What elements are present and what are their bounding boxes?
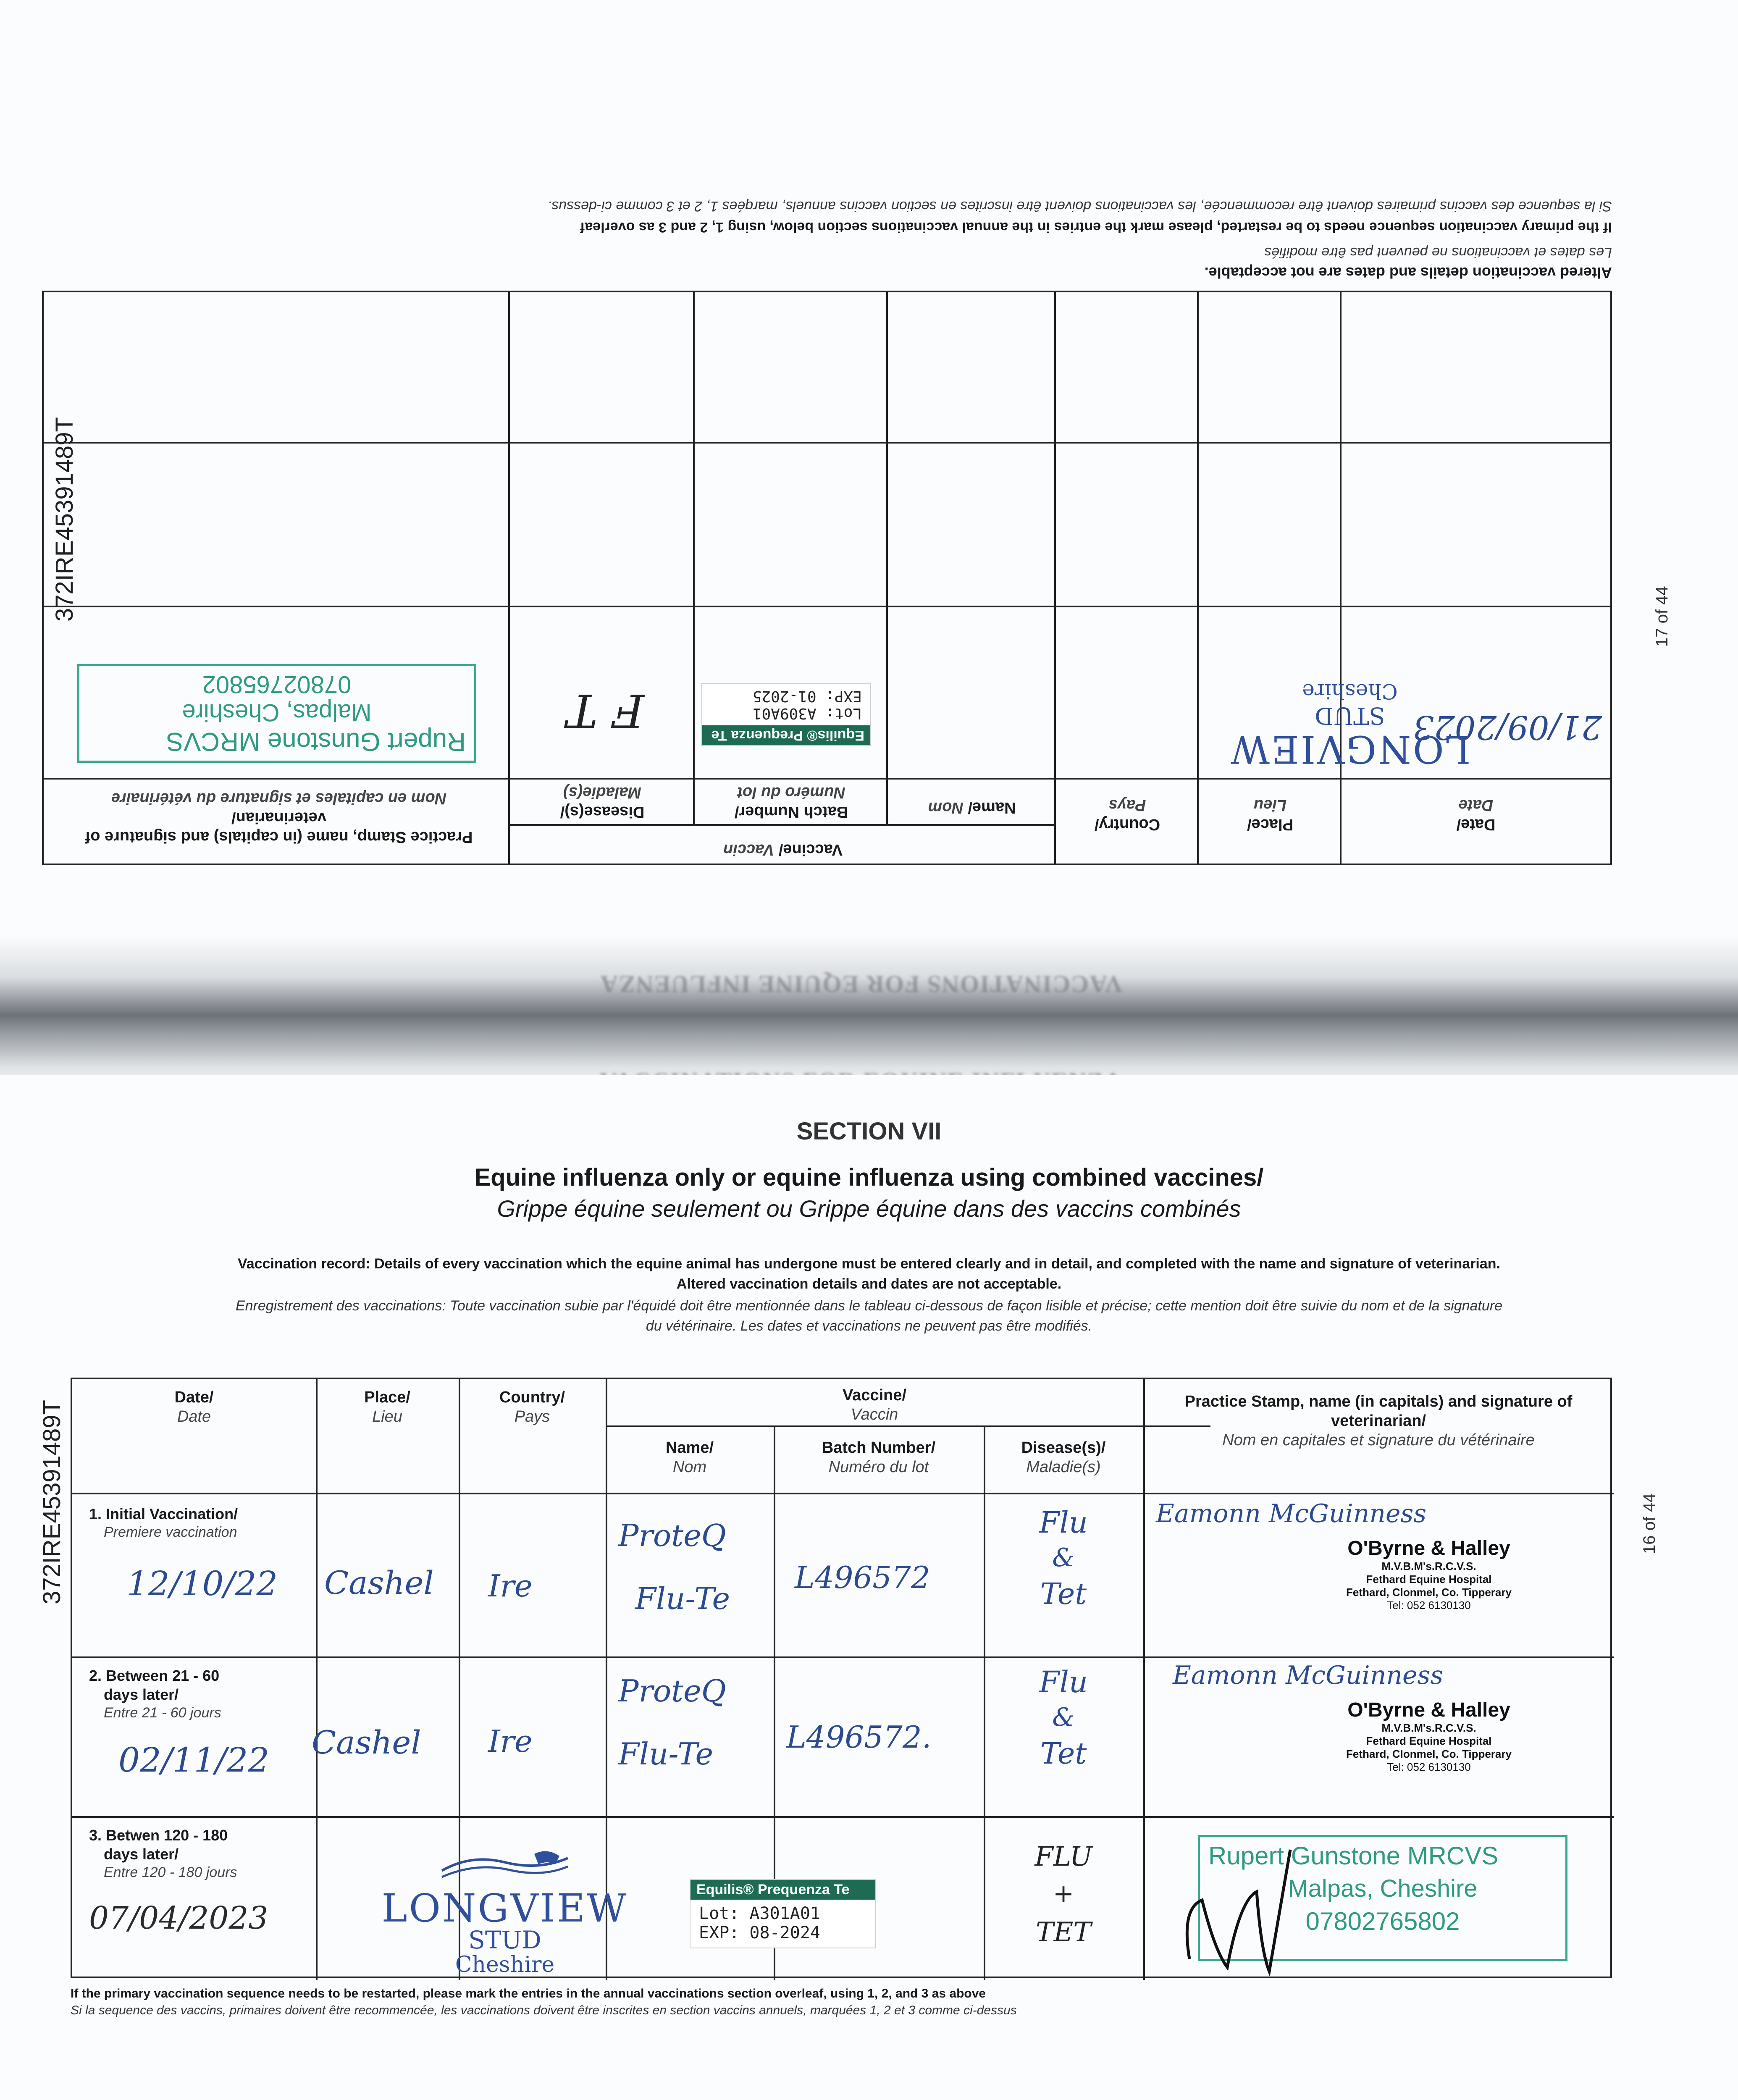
top-stud-loc: Cheshire xyxy=(1302,679,1398,704)
header-stamp-en-2: veterinarian/ xyxy=(1331,1412,1426,1430)
section-heading: SECTION VII xyxy=(796,1118,942,1145)
row2-date: 02/11/22 xyxy=(118,1740,270,1780)
bottom-page-number: 16 of 44 xyxy=(1640,1493,1659,1554)
header-vaccine-fr: Vaccin xyxy=(851,1406,898,1423)
row1-practice-hospital: Fethard Equine Hospital xyxy=(1366,1573,1492,1586)
header-stamp-en-1: Practice Stamp, name (in capitals) and signature of xyxy=(1184,1393,1573,1410)
horse-logo-icon xyxy=(438,1845,572,1887)
row2-label-2: days later/ xyxy=(104,1686,179,1703)
top-header-vaccine-en: Vaccine/ xyxy=(778,841,843,858)
top-disease: F T xyxy=(567,684,644,738)
row1-label-fr: Premiere vaccination xyxy=(104,1524,237,1540)
row1-disease-2: & xyxy=(1052,1543,1075,1572)
top-header-place-en: Place/ xyxy=(1247,816,1293,833)
row3-vet-name: Rupert Gunstone MRCVS xyxy=(1208,1842,1499,1870)
header-country xyxy=(459,1388,606,1426)
top-lot: Lot: A309A01 xyxy=(752,705,862,722)
row1-vaccine-name-2: Flu-Te xyxy=(635,1581,730,1616)
top-header-batch-en: Batch Number/ xyxy=(734,803,848,821)
row2-vet-signature: Eamonn McGuinness xyxy=(1173,1661,1444,1690)
row1-label: 1. Initial Vaccination/ xyxy=(89,1505,238,1522)
row3-label-fr: Entre 120 - 180 jours xyxy=(104,1864,237,1880)
header-date xyxy=(72,1388,316,1426)
row3-lot: Lot: A301A01 xyxy=(699,1904,820,1923)
top-equilis-brand: Equilis® Prequenza Te xyxy=(702,725,870,745)
row1-disease-3: Tet xyxy=(1040,1577,1087,1611)
top-stud-sub: STUD xyxy=(1315,702,1385,729)
intro-fr-2: du vétérinaire. Les dates et vaccinations ne peuvent pas être modifiés. xyxy=(646,1318,1092,1334)
page-17-rotated-content xyxy=(0,0,1738,953)
row2-disease-1: Flu xyxy=(1039,1665,1088,1699)
row3-disease-2: + xyxy=(1053,1879,1074,1908)
row2-batch: L496572. xyxy=(786,1719,932,1755)
top-header-stamp-fr: Nom en capitales et signature du vétérinaire xyxy=(111,790,447,807)
row2-vaccine-name-2: Flu-Te xyxy=(618,1736,714,1772)
top-vet-phone: 07802765802 xyxy=(202,671,352,698)
top-header-date-fr: Date xyxy=(1458,796,1494,814)
header-date-en: Date/ xyxy=(174,1389,214,1406)
header-name xyxy=(606,1438,774,1477)
row1-practice-tel: Tel: 052 6130130 xyxy=(1387,1599,1471,1612)
intro-en-2: Altered vaccination details and dates are not acceptable. xyxy=(676,1276,1062,1292)
top-vet-name: Rupert Gunstone MRCVS xyxy=(166,727,466,756)
row2-vaccine-name-1: ProteQ xyxy=(618,1673,726,1709)
row1-practice-name: O'Byrne & Halley xyxy=(1347,1537,1510,1559)
footer-fr: Si la sequence des vaccins, primaires doivent être recommencée, les vaccinations doivent être inscrites en section vaccins annuels, marquées 1, 2 et 3 comme ci-dessus xyxy=(71,2003,1017,2017)
row3-date: 07/04/2023 xyxy=(89,1900,268,1936)
top-header-name-fr: Nom xyxy=(928,799,964,816)
header-disease-fr: Maladie(s) xyxy=(1026,1458,1101,1476)
top-vet-place: Malpas, Cheshire xyxy=(182,699,372,726)
header-disease xyxy=(984,1438,1143,1477)
row2-practice-tel: Tel: 052 6130130 xyxy=(1387,1761,1471,1773)
row1-country: Ire xyxy=(488,1568,533,1604)
row2-practice-qual: M.V.B.M's.R.C.V.S. xyxy=(1381,1722,1476,1734)
intro-en-1: Vaccination record: Details of every vaccination which the equine animal has undergone must be entered clearly and in detail, and completed with the name and signature of veterinarian. xyxy=(238,1256,1500,1272)
top-header-batch xyxy=(695,783,888,822)
top-footer-line-2: Les dates et vaccinations ne peuvent pas être modifiés xyxy=(1264,244,1612,260)
intro-fr-1: Enregistrement des vaccinations: Toute vaccination subie par l'équidé doit être mentionnée dans le tableau ci-dessous de façon lisible et précise; cette mention doit être suivie du nom et de la signature xyxy=(235,1298,1503,1314)
top-header-batch-fr: Numéro du lot xyxy=(737,784,845,801)
header-name-en: Name/ xyxy=(665,1439,714,1457)
top-entry-date: 21/09/2023 xyxy=(1413,708,1602,746)
top-side-code: 372IRE45391489T xyxy=(51,417,78,622)
row1-batch: L496572 xyxy=(795,1560,930,1595)
top-header-country xyxy=(1056,795,1199,834)
top-header-disease xyxy=(510,783,695,822)
top-header-country-fr: Pays xyxy=(1108,796,1146,814)
row2-label-fr: Entre 21 - 60 jours xyxy=(104,1705,221,1721)
row2-country: Ire xyxy=(488,1724,533,1759)
row3-equilis-brand: Equilis® Prequenza Te xyxy=(690,1880,875,1900)
row3-stud-sub: STUD xyxy=(468,1926,541,1954)
row3-disease-3: TET xyxy=(1035,1917,1092,1948)
row1-vet-signature: Eamonn McGuinness xyxy=(1156,1499,1427,1528)
top-header-disease-fr: Maladie(s) xyxy=(563,784,641,801)
row1-practice-qual: M.V.B.M's.R.C.V.S. xyxy=(1381,1560,1476,1572)
row1-practice-address: Fethard, Clonmel, Co. Tipperary xyxy=(1346,1586,1512,1599)
top-vet-stamp xyxy=(77,664,476,763)
top-exp: EXP: 01-2025 xyxy=(752,688,862,705)
header-stamp-fr: Nom en capitales et signature du vétérinaire xyxy=(1222,1431,1535,1449)
top-stud-name: LONGVIEW xyxy=(1229,727,1471,771)
top-header-name xyxy=(888,798,1056,817)
top-equilis-label xyxy=(701,683,871,746)
row3-label-1: 3. Betwen 120 - 180 xyxy=(89,1827,228,1844)
bottom-side-code: 372IRE45391489T xyxy=(38,1400,66,1604)
page-16 xyxy=(0,1075,1738,2100)
top-header-stamp xyxy=(48,789,510,847)
row1-practice-stamp xyxy=(1240,1537,1618,1612)
page-17 xyxy=(0,0,1738,953)
footer-en: If the primary vaccination sequence needs to be restarted, please mark the entries in the annual vaccinations section overleaf, using 1, 2, and 3 as above xyxy=(71,1987,986,2000)
row3-disease-1: FLU xyxy=(1034,1841,1092,1872)
row1-disease-1: Flu xyxy=(1039,1505,1088,1540)
row3-vet-place: Malpas, Cheshire xyxy=(1288,1875,1478,1902)
header-country-en: Country/ xyxy=(499,1389,565,1406)
header-place-fr: Lieu xyxy=(372,1408,402,1425)
row3-equilis-label xyxy=(690,1879,876,1948)
row3-stud-loc: Cheshire xyxy=(455,1952,555,1977)
row2-practice-hospital: Fethard Equine Hospital xyxy=(1366,1735,1492,1747)
header-date-fr: Date xyxy=(177,1408,211,1425)
header-place-en: Place/ xyxy=(364,1389,410,1406)
section-title-en: Equine influenza only or equine influenza using combined vaccines/ xyxy=(474,1164,1264,1191)
header-batch-fr: Numéro du lot xyxy=(828,1458,929,1476)
vaccination-table xyxy=(71,1378,1612,1978)
top-header-stamp-en: Practice Stamp, name (in capitals) and signature of veterinarian/ xyxy=(85,809,473,846)
header-country-fr: Pays xyxy=(514,1408,550,1425)
top-header-date-en: Date/ xyxy=(1456,816,1496,833)
row1-vaccine-name-1: ProteQ xyxy=(618,1518,726,1553)
top-header-place-fr: Lieu xyxy=(1253,796,1287,814)
row2-label-1: 2. Between 21 - 60 xyxy=(89,1667,220,1684)
row3-signature-icon xyxy=(1164,1824,1416,1980)
row1-date: 12/10/22 xyxy=(127,1564,278,1603)
header-vaccine-en: Vaccine/ xyxy=(842,1386,907,1404)
section-title-fr: Grippe équine seulement ou Grippe équine dans des vaccins combinés xyxy=(497,1195,1241,1222)
row3-vet-phone: 07802765802 xyxy=(1305,1907,1460,1935)
row2-practice-name: O'Byrne & Halley xyxy=(1347,1699,1510,1721)
header-place xyxy=(316,1388,459,1426)
fold-running-title-top: VACCINATIONS FOR EQUINE INFLUENZA xyxy=(599,971,1123,998)
row1-place: Cashel xyxy=(324,1564,434,1601)
header-name-fr: Nom xyxy=(672,1458,707,1476)
header-vaccine xyxy=(606,1386,1143,1424)
row3-longview-stamp xyxy=(358,1845,652,1977)
top-footer-line-4: Si la sequence des vaccins primaires doivent être recommencée, les vaccinations doivent être inscrites en section vaccins annuels, marqées 1, 2 et 3 comme ci-dessus. xyxy=(547,198,1612,214)
top-header-vaccine xyxy=(510,840,1056,859)
top-footer-line-1: Altered vaccination details and dates are not acceptable. xyxy=(1204,264,1612,281)
header-batch-en: Batch Number/ xyxy=(822,1439,936,1457)
top-header-place xyxy=(1199,795,1342,834)
row3-stud-name: LONGVIEW xyxy=(381,1886,628,1931)
row3-exp: EXP: 08-2024 xyxy=(699,1923,820,1942)
top-header-vaccine-fr: Vaccin xyxy=(723,841,774,858)
top-footer-line-3: If the primary vaccination sequence needs to be restarted, please mark the entries in the annual vaccinations section below, using 1, 2 and 3 as overleaf xyxy=(580,219,1612,235)
top-longview-stamp xyxy=(1224,679,1476,771)
top-header-date xyxy=(1342,795,1610,834)
row2-practice-address: Fethard, Clonmel, Co. Tipperary xyxy=(1346,1748,1512,1760)
top-header-name-en: Name/ xyxy=(968,799,1016,816)
row2-disease-2: & xyxy=(1052,1703,1075,1732)
top-header-disease-en: Disease(s)/ xyxy=(560,803,645,821)
header-stamp xyxy=(1143,1392,1614,1450)
top-page-number: 17 of 44 xyxy=(1653,586,1671,647)
top-table xyxy=(42,291,1612,865)
row2-place: Cashel xyxy=(312,1724,421,1761)
header-batch xyxy=(774,1438,984,1477)
row2-practice-stamp xyxy=(1240,1698,1618,1774)
top-header-country-en: Country/ xyxy=(1094,816,1160,833)
row2-disease-3: Tet xyxy=(1040,1736,1087,1771)
header-disease-en: Disease(s)/ xyxy=(1021,1439,1106,1457)
row3-label-2: days later/ xyxy=(104,1845,179,1863)
